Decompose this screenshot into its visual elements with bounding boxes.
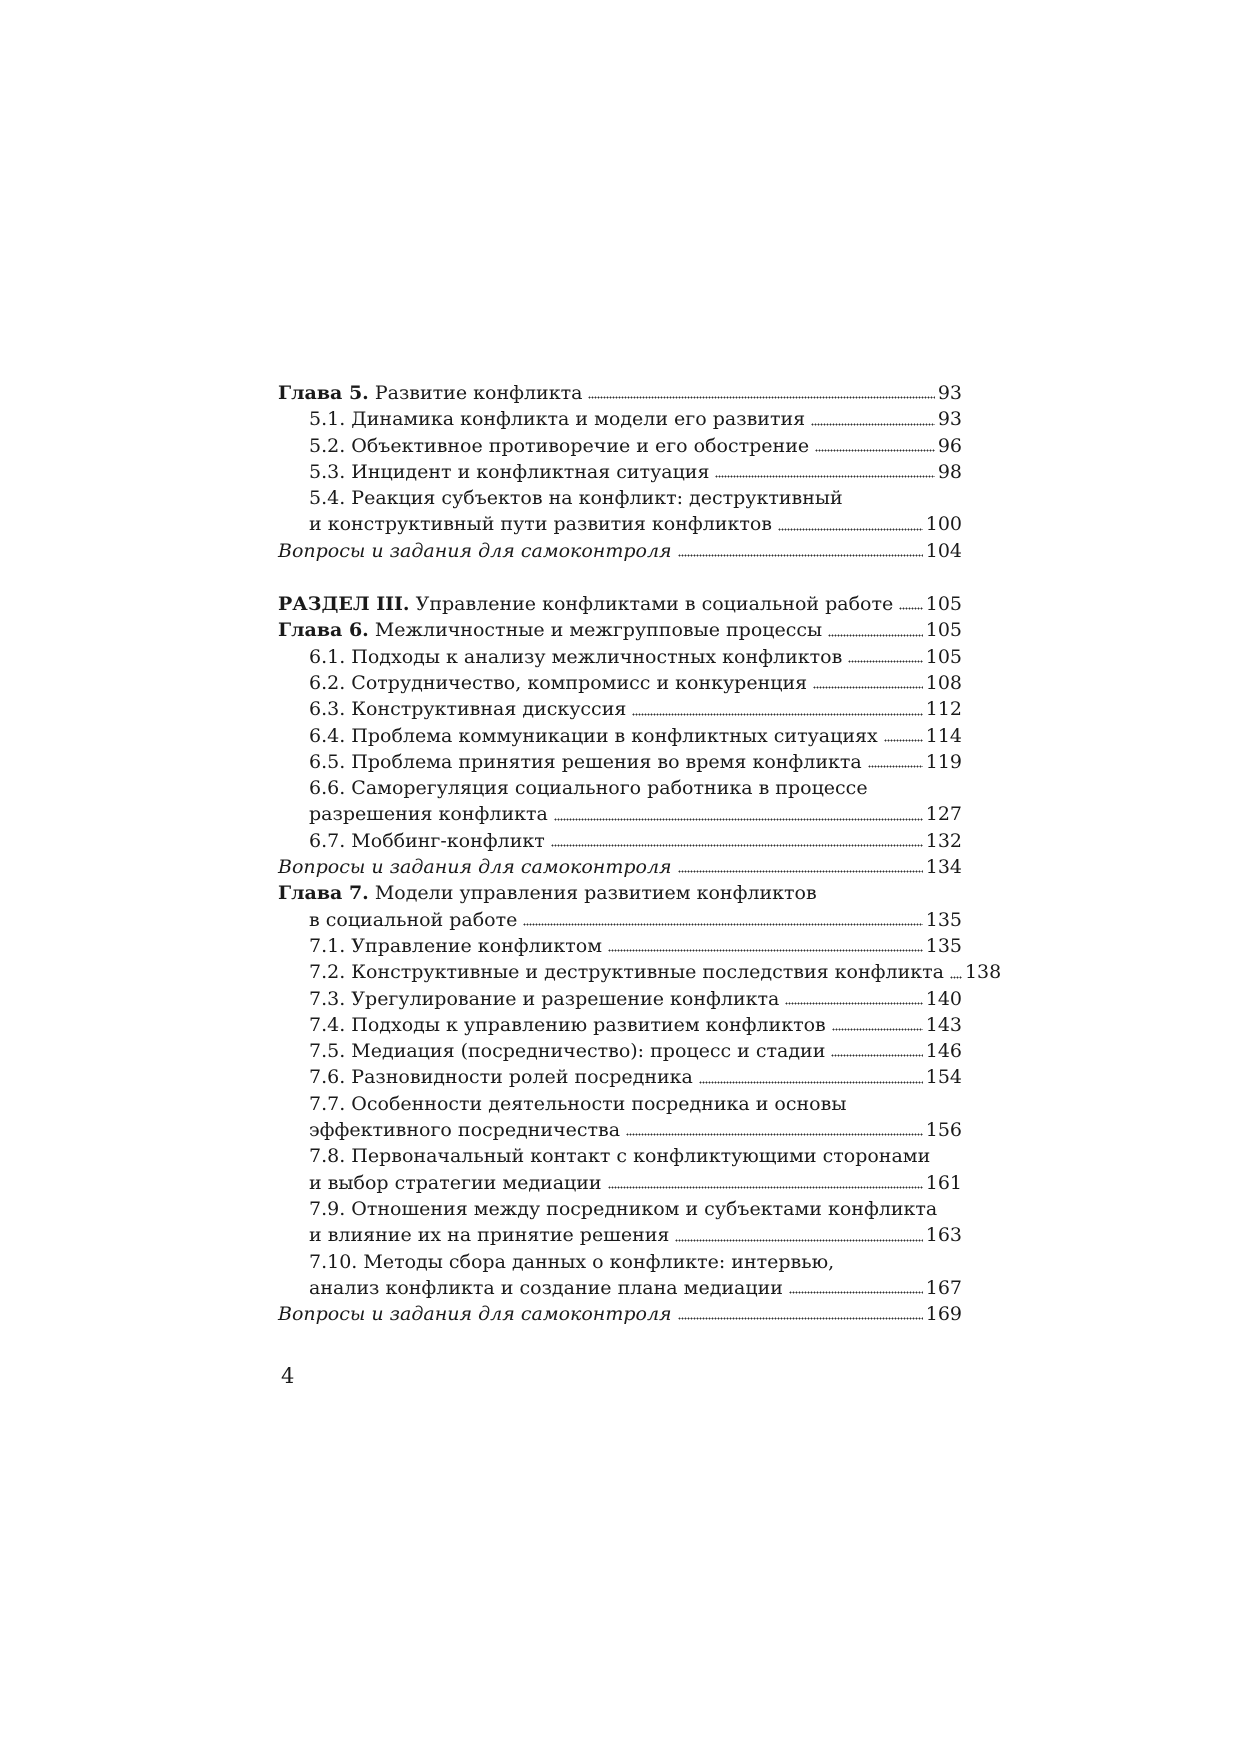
- entry-title: Вопросы и задания для самоконтроля: [278, 1303, 672, 1326]
- toc-entry-7-8-line2[interactable]: [278, 1170, 962, 1196]
- entry-title: 5.3. Инцидент и конфликтная ситуация: [309, 460, 710, 483]
- part-label: РАЗДЕЛ III.: [278, 593, 410, 616]
- toc-entry-7-1[interactable]: [278, 933, 962, 959]
- page-number: 105: [925, 645, 962, 668]
- page-number: 143: [925, 1013, 962, 1036]
- dot-leader: [831, 1054, 922, 1057]
- entry-title: 5.2. Объективное противоречие и его обострение: [309, 434, 810, 457]
- entry-title: 7.6. Разновидности ролей посредника: [309, 1066, 693, 1089]
- entry-title: 7.3. Урегулирование и разрешение конфликта: [309, 987, 780, 1010]
- page-number: 135: [925, 934, 962, 957]
- dot-leader: [608, 949, 923, 952]
- entry-title: Межличностные и межгрупповые процессы: [368, 619, 823, 642]
- dot-leader: [778, 528, 923, 531]
- toc-entry-part-3[interactable]: [278, 591, 962, 617]
- page-folio-number: 4: [281, 1364, 295, 1388]
- dot-leader: [699, 1081, 923, 1084]
- toc-entry-7-5[interactable]: [278, 1038, 962, 1064]
- page-number: 169: [925, 1303, 962, 1326]
- dot-leader: [626, 1133, 923, 1136]
- entry-title-continued: и выбор стратегии медиации: [309, 1171, 602, 1194]
- toc-entry-6-1[interactable]: [278, 644, 962, 670]
- toc-entry-questions-5[interactable]: [278, 538, 962, 564]
- toc-entry-5-2[interactable]: [278, 433, 962, 459]
- page-number: 146: [925, 1040, 962, 1063]
- entry-title: 7.10. Методы сбора данных о конфликте: интервью,: [309, 1250, 835, 1273]
- entry-title: 5.1. Динамика конфликта и модели его развития: [309, 408, 806, 431]
- entry-title: 7.7. Особенности деятельности посредника и основы: [309, 1092, 847, 1115]
- toc-entry-7-10-line2[interactable]: [278, 1275, 962, 1301]
- entry-title: 6.7. Моббинг-конфликт: [309, 829, 545, 852]
- toc-entry-6-6-line2[interactable]: [278, 801, 962, 827]
- entry-title: 7.8. Первоначальный контакт с конфликтующими сторонами: [309, 1145, 931, 1168]
- dot-leader: [551, 844, 923, 847]
- entry-title: 5.4. Реакция субъектов на конфликт: деструктивный: [309, 487, 843, 510]
- dot-leader: [678, 1317, 923, 1320]
- page-number: 140: [925, 987, 962, 1010]
- entry-title-continued: анализ конфликта и создание плана медиации: [309, 1276, 783, 1299]
- dot-leader: [588, 396, 934, 399]
- entry-title: Управление конфликтами в социальной работе: [409, 593, 894, 616]
- toc-entry-chapter-7-line2[interactable]: [278, 907, 962, 933]
- toc-entry-5-4-line1[interactable]: [278, 485, 962, 511]
- chapter-label: Глава 6.: [278, 619, 369, 642]
- toc-entry-7-3[interactable]: [278, 986, 962, 1012]
- dot-leader: [632, 713, 922, 716]
- toc-entry-6-3[interactable]: [278, 696, 962, 722]
- entry-title: 6.3. Конструктивная дискуссия: [309, 698, 627, 721]
- dot-leader: [813, 686, 923, 689]
- page-number: 96: [937, 434, 962, 457]
- toc-entry-7-6[interactable]: [278, 1064, 962, 1090]
- dot-leader: [848, 660, 922, 663]
- dot-leader: [608, 1186, 923, 1189]
- dot-leader: [789, 1291, 923, 1294]
- entry-title: Вопросы и задания для самоконтроля: [278, 539, 672, 562]
- dot-leader: [899, 607, 922, 610]
- page-number: 100: [925, 513, 962, 536]
- entry-title: Развитие конфликта: [368, 382, 583, 404]
- entry-title: Вопросы и задания для самоконтроля: [278, 856, 672, 879]
- page-number: 156: [925, 1119, 962, 1142]
- page-number: 167: [925, 1276, 962, 1299]
- dot-leader: [832, 1028, 923, 1031]
- page-number: 112: [925, 698, 962, 721]
- entry-title: 6.4. Проблема коммуникации в конфликтных ситуациях: [309, 724, 878, 747]
- toc-entry-7-7-line2[interactable]: [278, 1117, 962, 1143]
- toc-entry-6-5[interactable]: [278, 749, 962, 775]
- entry-title: 6.1. Подходы к анализу межличностных конфликтов: [309, 645, 843, 668]
- entry-title: 6.2. Сотрудничество, компромисс и конкуренция: [309, 671, 808, 694]
- entry-title: 7.4. Подходы к управлению развитием конфликтов: [309, 1013, 826, 1036]
- dot-leader: [868, 765, 923, 768]
- entry-title-continued: разрешения конфликта: [309, 803, 548, 826]
- dot-leader: [785, 1002, 922, 1005]
- entry-title-continued: эффективного посредничества: [309, 1119, 621, 1142]
- toc-entry-chapter-5[interactable]: [278, 380, 962, 406]
- toc-entry-6-7[interactable]: [278, 828, 962, 854]
- entry-title-continued: и конструктивный пути развития конфликтов: [309, 513, 772, 536]
- dot-leader: [678, 554, 923, 557]
- page-number: 127: [925, 803, 962, 826]
- dot-leader: [715, 475, 934, 478]
- page-number: 108: [925, 671, 962, 694]
- page-number: 98: [937, 460, 962, 483]
- page-number: 114: [925, 724, 962, 747]
- toc-entry-7-9-line2[interactable]: [278, 1222, 962, 1248]
- entry-title: 7.5. Медиация (посредничество): процесс и стадии: [309, 1040, 826, 1063]
- page-number: 135: [925, 908, 962, 931]
- page-number: 93: [937, 382, 962, 404]
- toc-entry-questions-6[interactable]: [278, 854, 962, 880]
- dot-leader: [678, 870, 923, 873]
- toc-entry-5-4-line2[interactable]: [278, 511, 962, 537]
- entry-title-continued: и влияние их на принятие решения: [309, 1224, 670, 1247]
- entry-title-continued: в социальной работе: [309, 908, 518, 931]
- page-number: 154: [925, 1066, 962, 1089]
- toc-entry-5-1[interactable]: [278, 406, 962, 432]
- page-number: 105: [925, 619, 962, 642]
- dot-leader: [811, 423, 935, 426]
- page-number: 161: [925, 1171, 962, 1194]
- page-number: 134: [925, 856, 962, 879]
- chapter-label: Глава 5.: [278, 382, 369, 404]
- entry-title: 6.6. Саморегуляция социального работника в процессе: [309, 777, 868, 800]
- dot-leader: [815, 449, 935, 452]
- chapter-label: Глава 7.: [278, 882, 369, 905]
- dot-leader: [554, 818, 923, 821]
- dot-leader: [950, 976, 962, 979]
- page-number: 132: [925, 829, 962, 852]
- toc-entry-questions-7[interactable]: [278, 1301, 962, 1327]
- page-number: 163: [925, 1224, 962, 1247]
- page-number: 119: [925, 750, 962, 773]
- table-of-contents: [278, 380, 1002, 1327]
- entry-title: 7.2. Конструктивные и деструктивные последствия конфликта: [309, 961, 944, 984]
- dot-leader: [828, 634, 923, 637]
- entry-title: 6.5. Проблема принятия решения во время конфликта: [309, 750, 862, 773]
- dot-leader: [675, 1239, 922, 1242]
- toc-entry-7-2[interactable]: [278, 959, 1002, 985]
- toc-entry-chapter-6[interactable]: [278, 617, 962, 643]
- page-number: 104: [925, 539, 962, 562]
- dot-leader: [884, 739, 923, 742]
- entry-title: 7.9. Отношения между посредником и субъектами конфликта: [309, 1197, 938, 1220]
- entry-title: 7.1. Управление конфликтом: [309, 934, 602, 957]
- dot-leader: [523, 923, 922, 926]
- toc-entry-6-2[interactable]: [278, 670, 962, 696]
- toc-entry-5-3[interactable]: [278, 459, 962, 485]
- entry-title: Модели управления развитием конфликтов: [368, 882, 817, 905]
- toc-entry-7-7-line1[interactable]: [278, 1091, 962, 1117]
- toc-entry-7-4[interactable]: [278, 1012, 962, 1038]
- toc-entry-6-4[interactable]: [278, 723, 962, 749]
- page-number: 138: [964, 961, 1002, 984]
- toc-entry-7-9-line1[interactable]: [278, 1196, 962, 1222]
- page-number: 105: [925, 593, 962, 616]
- toc-entry-7-10-line1[interactable]: [278, 1249, 962, 1275]
- toc-entry-7-8-line1[interactable]: [278, 1143, 962, 1169]
- toc-entry-chapter-7-line1[interactable]: [278, 880, 962, 906]
- toc-entry-6-6-line1[interactable]: [278, 775, 962, 801]
- page-number: 93: [937, 408, 962, 431]
